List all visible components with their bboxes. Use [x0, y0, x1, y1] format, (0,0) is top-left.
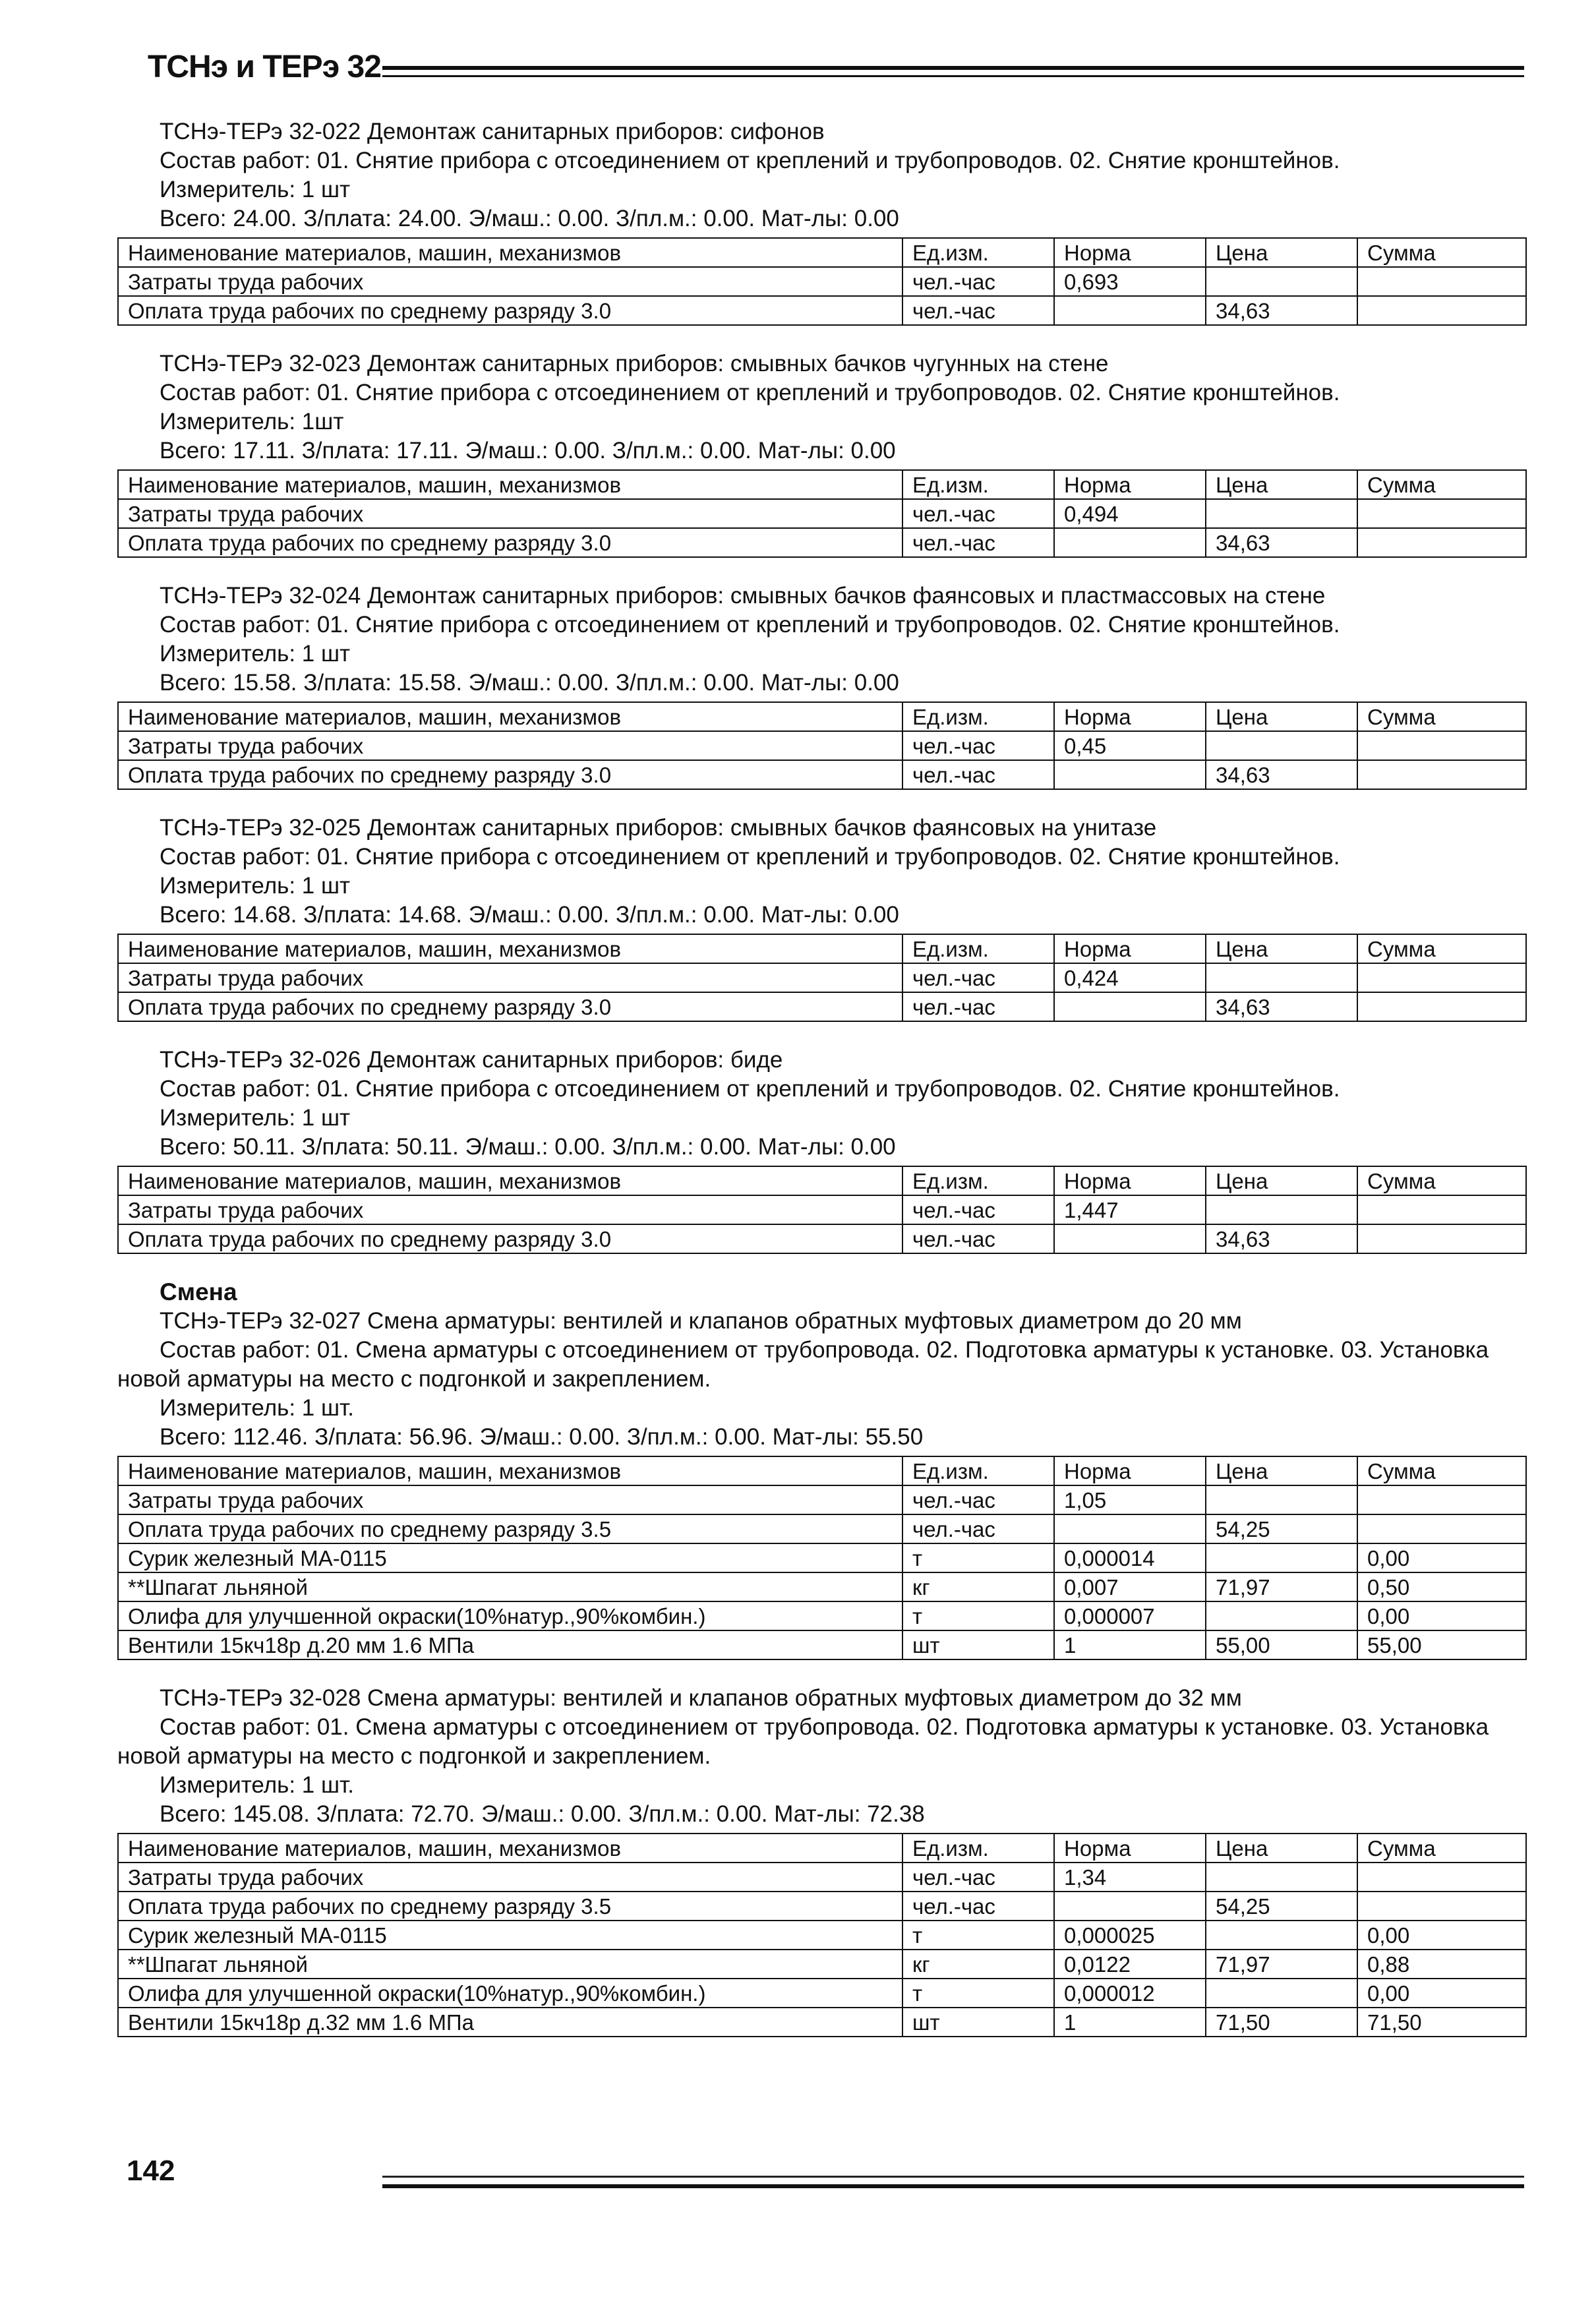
- table-cell: [1206, 963, 1357, 992]
- table-cell: [1357, 1485, 1526, 1514]
- column-header: Норма: [1054, 1456, 1206, 1485]
- column-header: Цена: [1206, 1456, 1357, 1485]
- table-cell: Затраты труда рабочих: [118, 267, 902, 296]
- table-cell: 71,50: [1206, 2008, 1357, 2037]
- table-cell: **Шпагат льняной: [118, 1950, 902, 1979]
- table-cell: 34,63: [1206, 992, 1357, 1021]
- table-cell: 0,00: [1357, 1979, 1526, 2008]
- table-cell: 1,34: [1054, 1863, 1206, 1892]
- table-cell: чел.-час: [902, 528, 1054, 557]
- page-header-title: ТСНэ и ТЕРэ 32: [148, 49, 381, 84]
- table-cell: чел.-час: [902, 1195, 1054, 1224]
- table-cell: чел.-час: [902, 296, 1054, 325]
- table-cell: [1206, 1543, 1357, 1572]
- table-cell: Вентили 15кч18р д.20 мм 1.6 МПа: [118, 1630, 902, 1659]
- column-header: Цена: [1206, 934, 1357, 963]
- norm-table: [117, 237, 1527, 326]
- norm-title: ТСНэ-ТЕРэ 32-026 Демонтаж санитарных приборов: биде: [160, 1047, 783, 1073]
- table-cell: 54,25: [1206, 1514, 1357, 1543]
- table-cell: [1206, 1485, 1357, 1514]
- table-row: [118, 1543, 1526, 1572]
- column-header: Норма: [1054, 1166, 1206, 1195]
- table-cell: т: [902, 1601, 1054, 1630]
- table-cell: [1054, 1224, 1206, 1253]
- table-row: [118, 1979, 1526, 2008]
- table-cell: Оплата труда рабочих по среднему разряду 3.0: [118, 992, 902, 1021]
- norm-section: [117, 1046, 1525, 1254]
- work-composition: Состав работ: 01. Снятие прибора с отсоединением от креплений и трубопроводов. 02. Снятие кронштейнов.: [160, 1076, 1340, 1102]
- table-cell: 34,63: [1206, 296, 1357, 325]
- table-cell: 34,63: [1206, 1224, 1357, 1253]
- cost-totals: Всего: 14.68. З/плата: 14.68. Э/маш.: 0.00. З/пл.м.: 0.00. Мат-лы: 0.00: [160, 902, 899, 928]
- table-cell: Вентили 15кч18р д.32 мм 1.6 МПа: [118, 2008, 902, 2037]
- table-cell: [1054, 528, 1206, 557]
- column-header: Цена: [1206, 1834, 1357, 1863]
- table-cell: шт: [902, 1630, 1054, 1659]
- table-cell: 0,45: [1054, 731, 1206, 760]
- table-cell: чел.-час: [902, 267, 1054, 296]
- norm-section: [117, 349, 1525, 558]
- column-header: Наименование материалов, машин, механизмов: [118, 702, 902, 731]
- table-cell: [1206, 731, 1357, 760]
- table-cell: [1357, 992, 1526, 1021]
- table-cell: 71,97: [1206, 1572, 1357, 1601]
- column-header: Ед.изм.: [902, 1456, 1054, 1485]
- norm-table: [117, 701, 1527, 790]
- table-cell: Оплата труда рабочих по среднему разряду 3.0: [118, 296, 902, 325]
- table-cell: Затраты труда рабочих: [118, 963, 902, 992]
- table-cell: 0,00: [1357, 1921, 1526, 1950]
- work-composition: Состав работ: 01. Снятие прибора с отсоединением от креплений и трубопроводов. 02. Снятие кронштейнов.: [160, 612, 1340, 638]
- table-row: [118, 528, 1526, 557]
- table-cell: [1206, 267, 1357, 296]
- norm-section: [117, 582, 1525, 790]
- column-header: Сумма: [1357, 1166, 1526, 1195]
- table-cell: Затраты труда рабочих: [118, 499, 902, 528]
- cost-totals: Всего: 112.46. З/плата: 56.96. Э/маш.: 0.00. З/пл.м.: 0.00. Мат-лы: 55.50: [160, 1424, 924, 1450]
- table-cell: [1357, 267, 1526, 296]
- table-cell: [1206, 1195, 1357, 1224]
- table-cell: Сурик железный МА-0115: [118, 1921, 902, 1950]
- table-cell: [1357, 963, 1526, 992]
- header-rule: [382, 66, 1524, 77]
- table-cell: 0,494: [1054, 499, 1206, 528]
- table-header-row: [118, 238, 1526, 267]
- table-cell: Сурик железный МА-0115: [118, 1543, 902, 1572]
- table-header-row: [118, 1834, 1526, 1863]
- cost-totals: Всего: 24.00. З/плата: 24.00. Э/маш.: 0.00. З/пл.м.: 0.00. Мат-лы: 0.00: [160, 206, 899, 231]
- table-cell: [1054, 992, 1206, 1021]
- table-cell: чел.-час: [902, 1485, 1054, 1514]
- table-cell: 55,00: [1357, 1630, 1526, 1659]
- table-cell: [1206, 1921, 1357, 1950]
- table-row: [118, 1195, 1526, 1224]
- table-cell: [1357, 528, 1526, 557]
- table-cell: [1357, 1195, 1526, 1224]
- table-header-row: [118, 470, 1526, 499]
- table-cell: [1206, 1601, 1357, 1630]
- table-cell: [1357, 1863, 1526, 1892]
- table-header-row: [118, 934, 1526, 963]
- column-header: Ед.изм.: [902, 1834, 1054, 1863]
- table-cell: [1357, 1892, 1526, 1921]
- table-row: [118, 1601, 1526, 1630]
- table-cell: Затраты труда рабочих: [118, 731, 902, 760]
- norm-title: ТСНэ-ТЕРэ 32-027 Смена арматуры: вентилей и клапанов обратных муфтовых диаметром до 20 мм: [160, 1308, 1242, 1334]
- cost-totals: Всего: 15.58. З/плата: 15.58. Э/маш.: 0.00. З/пл.м.: 0.00. Мат-лы: 0.00: [160, 670, 899, 696]
- table-cell: чел.-час: [902, 1224, 1054, 1253]
- table-cell: [1357, 731, 1526, 760]
- column-header: Наименование материалов, машин, механизмов: [118, 1166, 902, 1195]
- work-composition: Состав работ: 01. Смена арматуры с отсоединением от трубопровода. 02. Подготовка арматуры к установке. 03. Установка новой арматуры на место с подгонкой и закреплением.: [117, 1337, 1489, 1392]
- cost-totals: Всего: 50.11. З/плата: 50.11. Э/маш.: 0.00. З/пл.м.: 0.00. Мат-лы: 0.00: [160, 1134, 896, 1160]
- norm-title: ТСНэ-ТЕРэ 32-023 Демонтаж санитарных приборов: смывных бачков чугунных на стене: [160, 351, 1109, 376]
- norm-section: [117, 1278, 1525, 1660]
- table-cell: Затраты труда рабочих: [118, 1863, 902, 1892]
- table-cell: Затраты труда рабочих: [118, 1195, 902, 1224]
- column-header: Наименование материалов, машин, механизмов: [118, 1456, 902, 1485]
- table-cell: [1206, 1979, 1357, 2008]
- column-header: Наименование материалов, машин, механизмов: [118, 470, 902, 499]
- column-header: Сумма: [1357, 934, 1526, 963]
- cost-totals: Всего: 145.08. З/плата: 72.70. Э/маш.: 0.00. З/пл.м.: 0.00. Мат-лы: 72.38: [160, 1801, 925, 1827]
- measure-unit: Измеритель: 1 шт: [160, 873, 351, 899]
- column-header: Норма: [1054, 238, 1206, 267]
- table-cell: [1357, 1514, 1526, 1543]
- column-header: Наименование материалов, машин, механизмов: [118, 1834, 902, 1863]
- table-cell: [1357, 1224, 1526, 1253]
- table-cell: 0,693: [1054, 267, 1206, 296]
- table-cell: 0,00: [1357, 1601, 1526, 1630]
- column-header: Цена: [1206, 470, 1357, 499]
- column-header: Ед.изм.: [902, 1166, 1054, 1195]
- column-header: Сумма: [1357, 470, 1526, 499]
- table-cell: чел.-час: [902, 992, 1054, 1021]
- column-header: Норма: [1054, 1834, 1206, 1863]
- work-composition: Состав работ: 01. Снятие прибора с отсоединением от креплений и трубопроводов. 02. Снятие кронштейнов.: [160, 844, 1340, 870]
- table-row: [118, 1630, 1526, 1659]
- table-row: [118, 760, 1526, 789]
- table-cell: 55,00: [1206, 1630, 1357, 1659]
- column-header: Ед.изм.: [902, 934, 1054, 963]
- table-cell: 54,25: [1206, 1892, 1357, 1921]
- column-header: Наименование материалов, машин, механизмов: [118, 934, 902, 963]
- column-header: Норма: [1054, 934, 1206, 963]
- table-cell: чел.-час: [902, 760, 1054, 789]
- table-row: [118, 963, 1526, 992]
- table-cell: Оплата труда рабочих по среднему разряду 3.0: [118, 1224, 902, 1253]
- group-heading: Смена: [160, 1278, 237, 1305]
- table-row: [118, 992, 1526, 1021]
- table-cell: [1357, 499, 1526, 528]
- page-number: 142: [127, 2155, 175, 2187]
- norm-table: [117, 469, 1527, 558]
- column-header: Цена: [1206, 238, 1357, 267]
- table-cell: 1,05: [1054, 1485, 1206, 1514]
- column-header: Норма: [1054, 470, 1206, 499]
- norm-table: [117, 1456, 1527, 1660]
- norm-table: [117, 934, 1527, 1022]
- column-header: Сумма: [1357, 238, 1526, 267]
- table-header-row: [118, 702, 1526, 731]
- table-cell: 1: [1054, 1630, 1206, 1659]
- norm-section: [117, 117, 1525, 326]
- table-cell: Оплата труда рабочих по среднему разряду 3.5: [118, 1514, 902, 1543]
- table-cell: Оплата труда рабочих по среднему разряду 3.0: [118, 760, 902, 789]
- norm-title: ТСНэ-ТЕРэ 32-022 Демонтаж санитарных приборов: сифонов: [160, 119, 825, 144]
- table-cell: 0,000012: [1054, 1979, 1206, 2008]
- table-cell: 71,97: [1206, 1950, 1357, 1979]
- cost-totals: Всего: 17.11. З/плата: 17.11. Э/маш.: 0.00. З/пл.м.: 0.00. Мат-лы: 0.00: [160, 438, 896, 463]
- column-header: Цена: [1206, 702, 1357, 731]
- column-header: Сумма: [1357, 1834, 1526, 1863]
- table-cell: [1206, 499, 1357, 528]
- table-cell: Олифа для улучшенной окраски(10%натур.,90%комбин.): [118, 1601, 902, 1630]
- norm-title: ТСНэ-ТЕРэ 32-024 Демонтаж санитарных приборов: смывных бачков фаянсовых и пластмассовых на стене: [160, 583, 1326, 609]
- column-header: Норма: [1054, 702, 1206, 731]
- column-header: Ед.изм.: [902, 702, 1054, 731]
- norm-title: ТСНэ-ТЕРэ 32-025 Демонтаж санитарных приборов: смывных бачков фаянсовых на унитазе: [160, 815, 1157, 841]
- table-cell: 0,000014: [1054, 1543, 1206, 1572]
- table-row: [118, 1863, 1526, 1892]
- table-row: [118, 2008, 1526, 2037]
- norm-section: [117, 814, 1525, 1022]
- table-cell: Оплата труда рабочих по среднему разряду 3.5: [118, 1892, 902, 1921]
- measure-unit: Измеритель: 1 шт.: [160, 1395, 354, 1421]
- norm-table: [117, 1833, 1527, 2037]
- table-cell: 34,63: [1206, 528, 1357, 557]
- measure-unit: Измеритель: 1 шт: [160, 177, 351, 202]
- table-cell: кг: [902, 1950, 1054, 1979]
- table-cell: [1357, 296, 1526, 325]
- table-cell: [1054, 296, 1206, 325]
- table-cell: 0,00: [1357, 1543, 1526, 1572]
- table-row: [118, 1892, 1526, 1921]
- table-row: [118, 1224, 1526, 1253]
- work-composition: Состав работ: 01. Снятие прибора с отсоединением от креплений и трубопроводов. 02. Снятие кронштейнов.: [160, 380, 1340, 405]
- column-header: Сумма: [1357, 702, 1526, 731]
- table-cell: 0,007: [1054, 1572, 1206, 1601]
- table-cell: 0,000007: [1054, 1601, 1206, 1630]
- table-cell: 0,000025: [1054, 1921, 1206, 1950]
- table-cell: чел.-час: [902, 1892, 1054, 1921]
- table-cell: чел.-час: [902, 1514, 1054, 1543]
- column-header: Наименование материалов, машин, механизмов: [118, 238, 902, 267]
- table-cell: 0,0122: [1054, 1950, 1206, 1979]
- column-header: Ед.изм.: [902, 238, 1054, 267]
- table-cell: т: [902, 1543, 1054, 1572]
- norm-title: ТСНэ-ТЕРэ 32-028 Смена арматуры: вентилей и клапанов обратных муфтовых диаметром до 32 мм: [160, 1685, 1242, 1711]
- table-cell: кг: [902, 1572, 1054, 1601]
- table-cell: т: [902, 1921, 1054, 1950]
- table-cell: 0,424: [1054, 963, 1206, 992]
- table-row: [118, 267, 1526, 296]
- table-cell: т: [902, 1979, 1054, 2008]
- table-row: [118, 499, 1526, 528]
- table-row: [118, 1921, 1526, 1950]
- measure-unit: Измеритель: 1 шт.: [160, 1772, 354, 1798]
- table-header-row: [118, 1166, 1526, 1195]
- column-header: Цена: [1206, 1166, 1357, 1195]
- table-cell: 0,88: [1357, 1950, 1526, 1979]
- table-cell: Олифа для улучшенной окраски(10%натур.,90%комбин.): [118, 1979, 902, 2008]
- table-row: [118, 1572, 1526, 1601]
- table-cell: [1054, 760, 1206, 789]
- table-cell: чел.-час: [902, 499, 1054, 528]
- table-cell: [1206, 1863, 1357, 1892]
- norm-section: [117, 1684, 1525, 2037]
- norm-table: [117, 1166, 1527, 1254]
- table-cell: чел.-час: [902, 731, 1054, 760]
- measure-unit: Измеритель: 1 шт: [160, 1105, 351, 1131]
- table-cell: [1054, 1514, 1206, 1543]
- table-cell: 34,63: [1206, 760, 1357, 789]
- content-column: [117, 117, 1525, 2061]
- measure-unit: Измеритель: 1шт: [160, 409, 344, 434]
- table-cell: Оплата труда рабочих по среднему разряду 3.0: [118, 528, 902, 557]
- table-cell: 1,447: [1054, 1195, 1206, 1224]
- table-cell: Затраты труда рабочих: [118, 1485, 902, 1514]
- table-row: [118, 296, 1526, 325]
- column-header: Сумма: [1357, 1456, 1526, 1485]
- table-cell: 0,50: [1357, 1572, 1526, 1601]
- table-cell: 71,50: [1357, 2008, 1526, 2037]
- table-row: [118, 1485, 1526, 1514]
- table-cell: чел.-час: [902, 963, 1054, 992]
- table-row: [118, 1950, 1526, 1979]
- table-cell: [1357, 760, 1526, 789]
- footer-rule: [382, 2176, 1524, 2188]
- table-cell: [1054, 1892, 1206, 1921]
- table-cell: чел.-час: [902, 1863, 1054, 1892]
- table-cell: **Шпагат льняной: [118, 1572, 902, 1601]
- table-cell: шт: [902, 2008, 1054, 2037]
- work-composition: Состав работ: 01. Снятие прибора с отсоединением от креплений и трубопроводов. 02. Снятие кронштейнов.: [160, 148, 1340, 173]
- table-header-row: [118, 1456, 1526, 1485]
- table-row: [118, 1514, 1526, 1543]
- measure-unit: Измеритель: 1 шт: [160, 641, 351, 667]
- column-header: Ед.изм.: [902, 470, 1054, 499]
- work-composition: Состав работ: 01. Смена арматуры с отсоединением от трубопровода. 02. Подготовка арматуры к установке. 03. Установка новой арматуры на место с подгонкой и закреплением.: [117, 1714, 1489, 1769]
- table-cell: 1: [1054, 2008, 1206, 2037]
- table-row: [118, 731, 1526, 760]
